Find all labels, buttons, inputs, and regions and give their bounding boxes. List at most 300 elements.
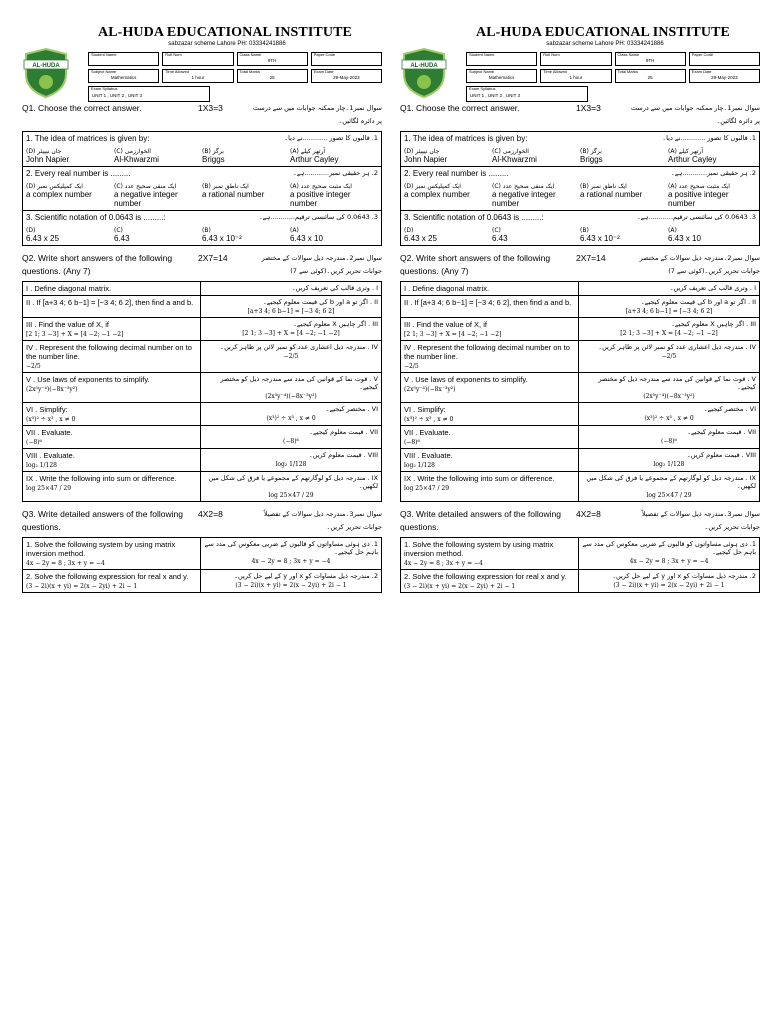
logo-text: AL-HUDA: [32, 63, 60, 69]
option-label-urdu: (B) ایک ناطق نمبر: [580, 183, 627, 190]
option: [580, 181, 668, 208]
option-text: Al-Khwarzmi: [114, 155, 159, 164]
option-text: John Napier: [404, 155, 448, 164]
math-expression: (3 − 2i)(x + yi) = 2(x − 2yi) + 2i − 1: [404, 583, 516, 590]
option-label-urdu: (A) ایک مثبت صحیح عدد: [668, 183, 730, 190]
q2-title-urdu: سوال نمبر2۔مندرجہ ذیل سوالات کے مختصر جوابات تحریر کریں۔(کوئی سے 7): [639, 254, 760, 275]
math-expression: log₂ 1/128: [275, 461, 307, 468]
question-cell: [401, 426, 579, 448]
question-cell: [23, 426, 201, 448]
question-cell-urdu: [579, 570, 759, 592]
option-text: a complex number: [404, 190, 470, 199]
q2-marks: 2X7=14: [576, 253, 606, 263]
q1-title-urdu: سوال نمبر1۔چار ممکنہ جوابات میں سے درست پر دائرہ لگائیں۔: [252, 104, 382, 125]
field-label: Student Name: [469, 52, 495, 57]
q3-title-urdu: سوال نمبر3۔مندرجہ ذیل سوالات کے تفصیلاً جوابات تحریر کریں۔: [641, 510, 760, 531]
option-label-urdu: (D): [404, 227, 414, 234]
question-text-urdu: VI . مختصر کیجیے۔: [703, 405, 756, 413]
math-expression: [a+3 4; 6 b−1] = [−3 4; 6 2]: [247, 308, 335, 315]
question-text-urdu: II . اگر تو a اور b کی قیمت معلوم کیجیے۔: [640, 298, 756, 306]
long-questions-table: [400, 537, 760, 593]
paper-code-field[interactable]: [311, 52, 382, 66]
options-row: [404, 225, 756, 243]
question-cell: [401, 282, 579, 295]
math-expression: (2x⁵y⁻⁴)(−8x⁻³y²): [265, 393, 317, 400]
question-cell: [23, 282, 201, 295]
syllabus-value: UNIT 1 , UNIT 2 , UNIT 3: [470, 93, 521, 98]
question-text-urdu: 3. 0.0643 کی سائنسی ترقیم............ہے۔: [258, 213, 378, 221]
option: [404, 225, 492, 243]
short-question-row: [401, 403, 759, 426]
short-question-row: [23, 296, 381, 318]
options-row: [404, 181, 756, 208]
option-text: John Napier: [26, 155, 70, 164]
short-question-row: [23, 426, 381, 449]
short-question-row: [401, 282, 759, 296]
q2-heading: [22, 252, 382, 278]
option-text: 6.43: [114, 234, 130, 243]
question-cell-urdu: [201, 318, 381, 340]
short-question-row: [401, 449, 759, 472]
question-cell-urdu: [201, 282, 381, 295]
question-cell-urdu: [201, 403, 381, 425]
option-label-urdu: (A) آرتھر کیلے: [668, 148, 704, 155]
options-row: [26, 146, 378, 164]
short-questions-table: [400, 281, 760, 502]
question-text: 1. Solve the following system by using matrix inversion method.: [404, 540, 554, 558]
option: [26, 146, 114, 164]
question-text-urdu: 1. قالبوں کا تصور ............نے دیا۔: [662, 134, 756, 142]
q3-title: Q3. Write detailed answers of the following questions.: [22, 509, 183, 532]
q2-heading: [400, 252, 760, 278]
question-cell-urdu: [579, 318, 759, 340]
math-expression: 4x − 2y = 8 ; 3x + y = −4: [251, 558, 331, 565]
option-label-urdu: (A): [668, 227, 677, 234]
shield-logo-icon: [22, 48, 70, 98]
option: [26, 225, 114, 243]
mcq-box: [400, 131, 760, 246]
q3-marks: 4X2=8: [576, 509, 601, 519]
math-expression: 4x − 2y = 8 ; 3x + y = −4: [629, 558, 709, 565]
question-cell-urdu: [579, 373, 759, 402]
question-text-urdu: 2. ہر حقیقی نمبر............ہے۔: [670, 169, 756, 177]
question-cell-urdu: [201, 538, 381, 569]
class-value: 9TH: [267, 58, 277, 63]
option-label-urdu: (A) آرتھر کیلے: [290, 148, 326, 155]
institute-address: sabzazar scheme Lahore PH: 03334241886: [546, 41, 664, 47]
field-label: Student Name: [91, 52, 117, 57]
math-expression: (x³)² ÷ x³ , x ≠ 0: [644, 415, 694, 422]
mcq-question: [23, 132, 381, 167]
q1-title: Q1. Choose the correct answer.: [22, 103, 142, 113]
option-text: a rational number: [202, 190, 265, 199]
question-text-urdu: IV . مندرجہ ذیل اعشاری عدد کو نمبر لائن پر ظاہر کریں۔: [598, 343, 756, 351]
marks-value: 25: [647, 75, 653, 80]
math-expression: [2 1; 3 −3] + X = [4 −2; −1 −2]: [26, 331, 124, 338]
question-text-urdu: 2. مندرجہ ذیل مساوات کو x اور y کے لیے حل کریں۔: [234, 572, 378, 580]
option-text: 6.43 x 10⁻²: [202, 234, 242, 243]
field-label: Exam Syllabus: [91, 86, 118, 91]
question-cell: [23, 449, 201, 471]
option-text: 6.43 x 10: [668, 234, 701, 243]
option-text: 6.43 x 25: [404, 234, 437, 243]
date-value: 29-May-2023: [711, 75, 738, 80]
question-text-urdu: IX . مندرجہ ذیل کو لوگارتھم کے مجموعے یا فرق کی شکل میں لکھیں۔: [208, 474, 378, 490]
marks-field: [615, 69, 686, 83]
question-text: III . Find the value of X, if: [404, 320, 487, 329]
field-label: Time Allowed: [165, 69, 189, 74]
question-cell-urdu: [579, 341, 759, 372]
option-text: a negative integer number: [114, 190, 178, 208]
math-expression: (3 − 2i)(x + yi) = 2(x − 2yi) + 2i − 1: [26, 583, 138, 590]
roll-number-field[interactable]: [540, 52, 611, 66]
question-text-urdu: 3. 0.0643 کی سائنسی ترقیم............ہے۔: [636, 213, 756, 221]
option-label-urdu: (D) جان نیپیئر: [26, 148, 62, 155]
math-expression: −2/5: [283, 353, 299, 360]
q1-title-urdu: سوال نمبر1۔چار ممکنہ جوابات میں سے درست پر دائرہ لگائیں۔: [630, 104, 760, 125]
option-label-urdu: (B): [580, 227, 589, 234]
roll-number-field[interactable]: [162, 52, 233, 66]
q3-title: Q3. Write detailed answers of the following questions.: [400, 509, 561, 532]
short-question-row: [401, 373, 759, 403]
question-cell-urdu: [579, 282, 759, 295]
math-expression: [2 1; 3 −3] + X = [4 −2; −1 −2]: [620, 330, 718, 337]
field-label: Paper Code: [691, 52, 714, 57]
short-question-row: [401, 318, 759, 341]
paper-header: [400, 22, 760, 102]
option: [668, 146, 756, 164]
math-expression: (3 − 2i)(x + yi) = 2(x − 2yi) + 2i − 1: [613, 582, 725, 589]
math-expression: (2x⁵y⁻⁴)(−8x⁻³y²): [643, 393, 695, 400]
question-cell-urdu: [201, 373, 381, 402]
long-question-row: [23, 538, 381, 570]
question-cell: [23, 538, 201, 569]
math-expression: [2 1; 3 −3] + X = [4 −2; −1 −2]: [404, 331, 502, 338]
question-cell: [401, 341, 579, 372]
question-line: [404, 169, 756, 178]
question-text-urdu: VI . مختصر کیجیے۔: [325, 405, 378, 413]
short-question-row: [401, 296, 759, 318]
math-expression: log₂ 1/128: [653, 461, 685, 468]
field-label: Time Allowed: [543, 69, 567, 74]
question-cell-urdu: [579, 403, 759, 425]
field-label: Exam Date: [313, 69, 334, 74]
option-label-urdu: (B): [202, 227, 211, 234]
question-text: 2. Solve the following expression for real x and y.: [404, 572, 567, 581]
field-label: Total Marks: [239, 69, 260, 74]
question-cell-urdu: [201, 472, 381, 501]
option: [492, 181, 580, 208]
mcq-question: [23, 167, 381, 211]
question-text: II . If [a+3 4; 6 b−1] = [−3 4; 6 2], then find a and b.: [26, 298, 194, 307]
option-text: a complex number: [26, 190, 92, 199]
math-expression: log₂ 1/128: [404, 462, 435, 469]
question-text: VII . Evaluate.: [404, 428, 451, 437]
question-cell: [401, 318, 579, 340]
math-expression: −2/5: [404, 363, 419, 370]
question-text-urdu: 1. دی ہوئی مساواتوں کو قالبوں کے ضربی معکوس کی مدد سے باہم حل کیجیے۔: [204, 540, 378, 556]
question-text-urdu: II . اگر تو a اور b کی قیمت معلوم کیجیے۔: [262, 298, 378, 306]
question-text-urdu: 2. ہر حقیقی نمبر............ہے۔: [292, 169, 378, 177]
math-expression: (2x⁵y⁻⁴)(−8x⁻³y²): [26, 386, 78, 393]
option: [290, 225, 378, 243]
question-text: 2. Every real number is .........: [26, 169, 131, 178]
option-label-urdu: (B) برگز: [580, 148, 602, 155]
math-expression: (x³)² ÷ x³ , x ≠ 0: [26, 416, 76, 423]
math-expression: log₂ 1/128: [26, 462, 57, 469]
question-text: 3. Scientific notation of 0.0643 is .........:: [26, 213, 166, 222]
field-label: Subject Name: [469, 69, 495, 74]
student-name-field[interactable]: [88, 52, 159, 66]
question-cell-urdu: [579, 426, 759, 448]
q2-title: Q2. Write short answers of the following questions. (Any 7): [400, 253, 551, 276]
date-field: [311, 69, 382, 83]
option-label-urdu: (C) ایک منفی صحیح عدد: [492, 183, 555, 190]
option: [668, 225, 756, 243]
q3-marks: 4X2=8: [198, 509, 223, 519]
math-expression: [2 1; 3 −3] + X = [4 −2; −1 −2]: [242, 330, 340, 337]
question-cell-urdu: [201, 296, 381, 317]
question-text-urdu: V . قوت نما کے قوانین کی مدد سے مندرجہ ذیل کو مختصر کیجیے۔: [598, 375, 756, 391]
option-label-urdu: (D) ایک کمپلیکس نمبر: [404, 183, 461, 190]
question-text: V . Use laws of exponents to simplify.: [404, 375, 528, 384]
date-value: 29-May-2023: [333, 75, 360, 80]
question-cell: [401, 449, 579, 471]
paper-left: [22, 22, 382, 722]
q3-heading: [22, 508, 382, 534]
field-label: Total Marks: [617, 69, 638, 74]
option-label-urdu: (C) الخوارزمی: [492, 148, 529, 155]
question-text-urdu: VIII . قیمت معلوم کریں۔: [686, 451, 756, 459]
question-line: [26, 134, 378, 143]
student-info: [88, 52, 382, 102]
option: [114, 146, 202, 164]
option-text: Briggs: [202, 155, 225, 164]
option: [202, 225, 290, 243]
option: [404, 181, 492, 208]
option: [290, 181, 378, 208]
q2-title: Q2. Write short answers of the following questions. (Any 7): [22, 253, 173, 276]
question-text-urdu: VII . قیمت معلوم کیجیے۔: [687, 428, 756, 436]
math-expression: (−8)⁶: [661, 438, 677, 445]
math-expression: (−8)⁶: [404, 439, 420, 446]
question-text: 1. The idea of matrices is given by:: [404, 134, 528, 143]
option: [492, 225, 580, 243]
question-text: V . Use laws of exponents to simplify.: [26, 375, 150, 384]
institute-name: AL-HUDA EDUCATIONAL INSTITUTE: [98, 25, 352, 40]
question-text-urdu: V . قوت نما کے قوانین کی مدد سے مندرجہ ذیل کو مختصر کیجیے۔: [220, 375, 378, 391]
class-name-field: [615, 52, 686, 66]
question-text-urdu: I . وتری قالب کی تعریف کریں۔: [291, 284, 378, 292]
q1-marks: 1X3=3: [576, 103, 601, 113]
q1-heading: [400, 102, 760, 128]
time-value: 1 hour: [569, 75, 583, 80]
question-cell: [401, 472, 579, 501]
question-text-urdu: 1. قالبوں کا تصور ............نے دیا۔: [284, 134, 378, 142]
short-questions-table: [22, 281, 382, 502]
question-text-urdu: III . اگر چاہیں X معلوم کیجیے۔: [671, 320, 756, 328]
math-expression: log 25×47 / 29: [646, 492, 692, 499]
paper-right: [400, 22, 760, 722]
question-line: [26, 169, 378, 178]
q1-title: Q1. Choose the correct answer.: [400, 103, 520, 113]
question-cell-urdu: [201, 570, 381, 592]
math-expression: −2/5: [26, 363, 41, 370]
question-text-urdu: VIII . قیمت معلوم کریں۔: [308, 451, 378, 459]
option-text: 6.43 x 10: [290, 234, 323, 243]
q3-title-urdu: سوال نمبر3۔مندرجہ ذیل سوالات کے تفصیلاً جوابات تحریر کریں۔: [263, 510, 382, 531]
institute-name: AL-HUDA EDUCATIONAL INSTITUTE: [476, 25, 730, 40]
short-question-row: [401, 426, 759, 449]
paper-header: [22, 22, 382, 102]
option-text: 6.43: [492, 234, 508, 243]
question-cell: [401, 403, 579, 425]
marks-field: [237, 69, 308, 83]
class-value: 9TH: [645, 58, 655, 63]
date-field: [689, 69, 760, 83]
question-text: 2. Every real number is .........: [404, 169, 509, 178]
q1-marks: 1X3=3: [198, 103, 223, 113]
syllabus-field: [466, 86, 588, 102]
question-text-urdu: IV . مندرجہ ذیل اعشاری عدد کو نمبر لائن پر ظاہر کریں۔: [220, 343, 378, 351]
syllabus-value: UNIT 1 , UNIT 2 , UNIT 3: [92, 93, 143, 98]
option-text: Briggs: [580, 155, 603, 164]
option-text: a rational number: [580, 190, 643, 199]
question-cell: [23, 318, 201, 340]
field-label: Class Name: [239, 52, 262, 57]
option: [114, 225, 202, 243]
question-cell: [23, 403, 201, 425]
question-text-urdu: I . وتری قالب کی تعریف کریں۔: [669, 284, 756, 292]
short-question-row: [23, 373, 381, 403]
long-question-row: [401, 538, 759, 570]
field-label: Class Name: [617, 52, 640, 57]
question-text: IV . Represent the following decimal number on to the number line.: [404, 343, 570, 361]
option: [668, 181, 756, 208]
question-cell: [23, 373, 201, 402]
time-field: [162, 69, 233, 83]
option-label-urdu: (C): [492, 227, 501, 234]
option-label-urdu: (A): [290, 227, 299, 234]
option-label-urdu: (A) ایک مثبت صحیح عدد: [290, 183, 352, 190]
math-expression: 4x − 2y = 8 ; 3x + y = −4: [26, 560, 105, 567]
option-label-urdu: (D) جان نیپیئر: [404, 148, 440, 155]
field-label: Exam Date: [691, 69, 712, 74]
short-question-row: [401, 472, 759, 501]
field-label: Paper Code: [313, 52, 336, 57]
question-cell-urdu: [579, 449, 759, 471]
question-cell: [23, 570, 201, 592]
option-text: a positive integer number: [290, 190, 351, 208]
time-value: 1 hour: [191, 75, 205, 80]
question-cell-urdu: [579, 296, 759, 317]
question-text-urdu: 2. مندرجہ ذیل مساوات کو x اور y کے لیے حل کریں۔: [612, 572, 756, 580]
short-question-row: [401, 341, 759, 373]
institute-address: sabzazar scheme Lahore PH: 03334241886: [168, 41, 286, 47]
question-text-urdu: IX . مندرجہ ذیل کو لوگارتھم کے مجموعے یا فرق کی شکل میں لکھیں۔: [586, 474, 756, 490]
option-label-urdu: (C): [114, 227, 123, 234]
question-text-urdu: VII . قیمت معلوم کیجیے۔: [309, 428, 378, 436]
math-expression: (3 − 2i)(x + yi) = 2(x − 2yi) + 2i − 1: [235, 582, 347, 589]
short-question-row: [23, 282, 381, 296]
question-text: VI . Simplify:: [404, 405, 446, 414]
option-text: 6.43 x 25: [26, 234, 59, 243]
subject-value: Mathematics: [110, 75, 137, 80]
q1-heading: [22, 102, 382, 128]
logo-text: AL-HUDA: [410, 63, 438, 69]
math-expression: log 25×47 / 29: [26, 485, 72, 492]
option-label-urdu: (B) برگز: [202, 148, 224, 155]
student-info: [466, 52, 760, 102]
question-text: VIII . Evaluate.: [26, 451, 75, 460]
option-text: a negative integer number: [492, 190, 556, 208]
option-text: Arthur Cayley: [668, 155, 717, 164]
math-expression: (2x⁵y⁻⁴)(−8x⁻³y²): [404, 386, 456, 393]
option-text: Al-Khwarzmi: [492, 155, 537, 164]
question-line: [404, 213, 756, 222]
option: [202, 146, 290, 164]
student-name-field[interactable]: [466, 52, 537, 66]
option: [580, 146, 668, 164]
option: [202, 181, 290, 208]
question-text: VIII . Evaluate.: [404, 451, 453, 460]
shield-logo-icon: [400, 48, 448, 98]
question-text: VI . Simplify:: [26, 405, 68, 414]
subject-value: Mathematics: [488, 75, 515, 80]
options-row: [26, 181, 378, 208]
option: [580, 225, 668, 243]
subject-field: [88, 69, 159, 83]
question-text-urdu: 1. دی ہوئی مساواتوں کو قالبوں کے ضربی معکوس کی مدد سے باہم حل کیجیے۔: [582, 540, 756, 556]
question-text: IV . Represent the following decimal number on to the number line.: [26, 343, 192, 361]
option: [492, 146, 580, 164]
question-cell: [23, 341, 201, 372]
mcq-question: [23, 211, 381, 245]
question-text: IX . Write the following into sum or difference.: [26, 474, 177, 483]
syllabus-field: [88, 86, 210, 102]
question-line: [404, 134, 756, 143]
question-cell-urdu: [201, 426, 381, 448]
options-row: [26, 225, 378, 243]
long-question-row: [23, 570, 381, 592]
question-cell-urdu: [201, 449, 381, 471]
question-line: [26, 213, 378, 222]
short-question-row: [23, 318, 381, 341]
option-label-urdu: (C) الخوارزمی: [114, 148, 151, 155]
long-question-row: [401, 570, 759, 592]
option: [404, 146, 492, 164]
question-text: II . If [a+3 4; 6 b−1] = [−3 4; 6 2], then find a and b.: [404, 298, 572, 307]
option-label-urdu: (D): [26, 227, 36, 234]
option-text: 6.43 x 10⁻²: [580, 234, 620, 243]
mcq-box: [22, 131, 382, 246]
paper-code-field[interactable]: [689, 52, 760, 66]
option-text: a positive integer number: [668, 190, 729, 208]
question-cell: [23, 472, 201, 501]
question-cell-urdu: [201, 341, 381, 372]
question-text: 3. Scientific notation of 0.0643 is .........:: [404, 213, 544, 222]
question-text: VII . Evaluate.: [26, 428, 73, 437]
option: [114, 181, 202, 208]
math-expression: [a+3 4; 6 b−1] = [−3 4; 6 2]: [625, 308, 713, 315]
field-label: Exam Syllabus: [469, 86, 496, 91]
question-text-urdu: III . اگر چاہیں X معلوم کیجیے۔: [293, 320, 378, 328]
math-expression: log 25×47 / 29: [404, 485, 450, 492]
question-text: I . Define diagonal matrix.: [26, 284, 112, 293]
option: [26, 181, 114, 208]
question-text: III . Find the value of X, if: [26, 320, 109, 329]
math-expression: (x³)² ÷ x³ , x ≠ 0: [266, 415, 316, 422]
